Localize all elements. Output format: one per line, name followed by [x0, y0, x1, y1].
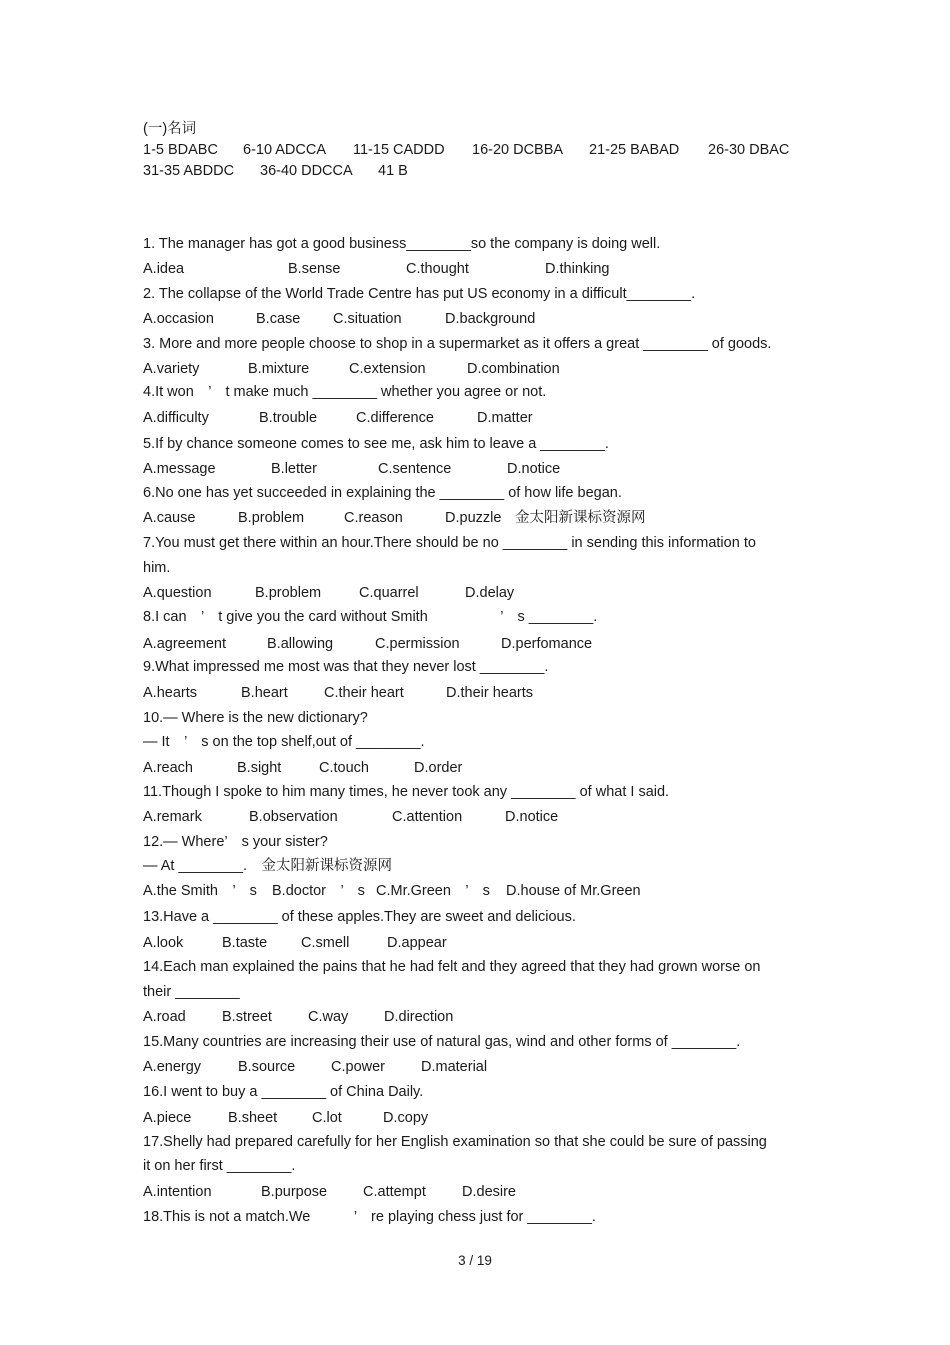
- question-line: 5.If by chance someone comes to see me, ask him to leave a ________.: [143, 436, 609, 452]
- option: C.Mr.Green ’ s: [376, 883, 490, 899]
- option-row: [143, 882, 763, 900]
- option: B.case: [256, 311, 301, 327]
- option: D.delay: [465, 585, 515, 601]
- option: C.difference: [356, 410, 434, 426]
- option: C.situation: [333, 311, 402, 327]
- option-row: [143, 310, 743, 328]
- option: B.problem: [238, 510, 305, 526]
- question-line: 16.I went to buy a ________ of China Daily.: [143, 1084, 424, 1100]
- option: A.hearts: [143, 685, 197, 701]
- answer-key-row: [143, 162, 543, 180]
- option: A.agreement: [143, 636, 227, 652]
- question-line: 11.Though I spoke to him many times, he never took any ________ of what I said.: [143, 784, 670, 800]
- question-line: 3. More and more people choose to shop in a supermarket as it offers a great ________ of goods.: [143, 336, 772, 352]
- answer-range: 16-20 DCBBA: [472, 142, 564, 158]
- option: C.their heart: [324, 685, 404, 701]
- answer-range: 6-10 ADCCA: [243, 142, 327, 158]
- option: B.doctor ’ s: [272, 883, 365, 899]
- option: C.touch: [319, 760, 369, 776]
- answer-key-row: [143, 141, 823, 159]
- option: A.message: [143, 461, 216, 477]
- option: C.attempt: [363, 1184, 426, 1200]
- question-line: 10.— Where is the new dictionary?: [143, 710, 368, 726]
- option: B.street: [222, 1009, 272, 1025]
- option: B.letter: [271, 461, 317, 477]
- option: B.heart: [241, 685, 288, 701]
- question-line: 2. The collapse of the World Trade Centre has put US economy in a difficult________.: [143, 286, 696, 302]
- option-row: [143, 1183, 743, 1201]
- option: B.source: [238, 1059, 296, 1075]
- option: A.cause: [143, 510, 196, 526]
- question-line: 7.You must get there within an hour.There should be no ________ in sending this information to: [143, 535, 756, 551]
- option: D.appear: [387, 935, 447, 951]
- option: D.notice: [507, 461, 561, 477]
- option: C.quarrel: [359, 585, 419, 601]
- option: A.remark: [143, 809, 202, 825]
- option-row: [143, 360, 743, 378]
- option: C.lot: [312, 1110, 342, 1126]
- option: D.material: [421, 1059, 488, 1075]
- option: B.taste: [222, 935, 268, 951]
- question-line: 1. The manager has got a good business________so the company is doing well.: [143, 236, 661, 252]
- option: D.direction: [384, 1009, 454, 1025]
- option: B.problem: [255, 585, 322, 601]
- option-row: [143, 409, 743, 427]
- answer-range: 21-25 BABAD: [589, 142, 680, 158]
- option: A.road: [143, 1009, 186, 1025]
- option: A.idea: [143, 261, 185, 277]
- option: D.house of Mr.Green: [506, 883, 641, 899]
- question-line: it on her first ________.: [143, 1158, 296, 1174]
- option: B.trouble: [259, 410, 318, 426]
- question-line: 13.Have a ________ of these apples.They are sweet and delicious.: [143, 909, 576, 925]
- option: C.reason: [344, 510, 403, 526]
- option: D.their hearts: [446, 685, 534, 701]
- option: C.sentence: [378, 461, 452, 477]
- option: A.energy: [143, 1059, 202, 1075]
- option-row: [143, 509, 763, 527]
- question-line: 17.Shelly had prepared carefully for her English examination so that she could be sure of passing: [143, 1134, 767, 1150]
- option: C.attention: [392, 809, 463, 825]
- answer-range: 1-5 BDABC: [143, 142, 218, 158]
- option-row: [143, 808, 743, 826]
- answer-range: 36-40 DDCCA: [260, 163, 353, 179]
- option: A.occasion: [143, 311, 214, 327]
- option: A.variety: [143, 361, 200, 377]
- page-number: 3 / 19: [458, 1253, 492, 1268]
- option: D.matter: [477, 410, 533, 426]
- option-row: [143, 1008, 743, 1026]
- question-line: — It ’ s on the top shelf,out of ________.: [143, 734, 425, 750]
- option: B.sense: [288, 261, 341, 277]
- question-line: him.: [143, 560, 171, 576]
- option: D.desire: [462, 1184, 516, 1200]
- option: A.intention: [143, 1184, 212, 1200]
- option: D.combination: [467, 361, 560, 377]
- option-row: [143, 584, 743, 602]
- option-row: [143, 260, 743, 278]
- question-line: 4.It won ’ t make much ________ whether you agree or not.: [143, 384, 547, 400]
- answer-key-heading: (一)名词: [143, 121, 197, 137]
- question-line: 18.This is not a match.We ’ re playing chess just for ________.: [143, 1209, 596, 1225]
- question-line: 6.No one has yet succeeded in explaining the ________ of how life began.: [143, 485, 622, 501]
- option: D.order: [414, 760, 463, 776]
- option: A.reach: [143, 760, 193, 776]
- option: B.sheet: [228, 1110, 278, 1126]
- option: C.power: [331, 1059, 385, 1075]
- option-row: [143, 759, 743, 777]
- option: B.mixture: [248, 361, 310, 377]
- question-line: 15.Many countries are increasing their use of natural gas, wind and other forms of ________.: [143, 1034, 741, 1050]
- option: A.the Smith ’ s: [143, 883, 257, 899]
- option: D.copy: [383, 1110, 429, 1126]
- option: C.smell: [301, 935, 350, 951]
- option: A.look: [143, 935, 184, 951]
- option: B.sight: [237, 760, 282, 776]
- question-line: their ________: [143, 984, 240, 1000]
- option: A.difficulty: [143, 410, 209, 426]
- option-row: [143, 460, 743, 478]
- option: A.piece: [143, 1110, 192, 1126]
- option: A.question: [143, 585, 212, 601]
- option: D.thinking: [545, 261, 610, 277]
- watermark-text: 金太阳新课标资源网: [515, 510, 646, 526]
- question-line: 12.— Where’ s your sister?: [143, 834, 328, 850]
- option-row: [143, 635, 743, 653]
- answer-range: 11-15 CADDD: [353, 142, 445, 158]
- option: B.purpose: [261, 1184, 328, 1200]
- option: B.observation: [249, 809, 338, 825]
- question-line: 9.What impressed me most was that they never lost ________.: [143, 659, 549, 675]
- answer-range: 41 B: [378, 163, 408, 179]
- answer-range: 31-35 ABDDC: [143, 163, 235, 179]
- option: B.allowing: [267, 636, 334, 652]
- question-line: 14.Each man explained the pains that he had felt and they agreed that they had grown worse on: [143, 959, 761, 975]
- option: D.notice: [505, 809, 559, 825]
- question-line: — At ________. 金太阳新课标资源网: [143, 858, 392, 874]
- option-row: [143, 1058, 743, 1076]
- option-row: [143, 934, 743, 952]
- option: D.perfomance: [501, 636, 593, 652]
- option-row: [143, 684, 743, 702]
- option-row: [143, 1109, 743, 1127]
- option: D.puzzle: [445, 510, 502, 526]
- option: C.permission: [375, 636, 460, 652]
- option: C.extension: [349, 361, 426, 377]
- option: D.background: [445, 311, 536, 327]
- option: C.thought: [406, 261, 469, 277]
- question-line: 8.I can ’ t give you the card without Smith ’ s ________.: [143, 609, 598, 625]
- answer-range: 26-30 DBAC: [708, 142, 790, 158]
- option: C.way: [308, 1009, 349, 1025]
